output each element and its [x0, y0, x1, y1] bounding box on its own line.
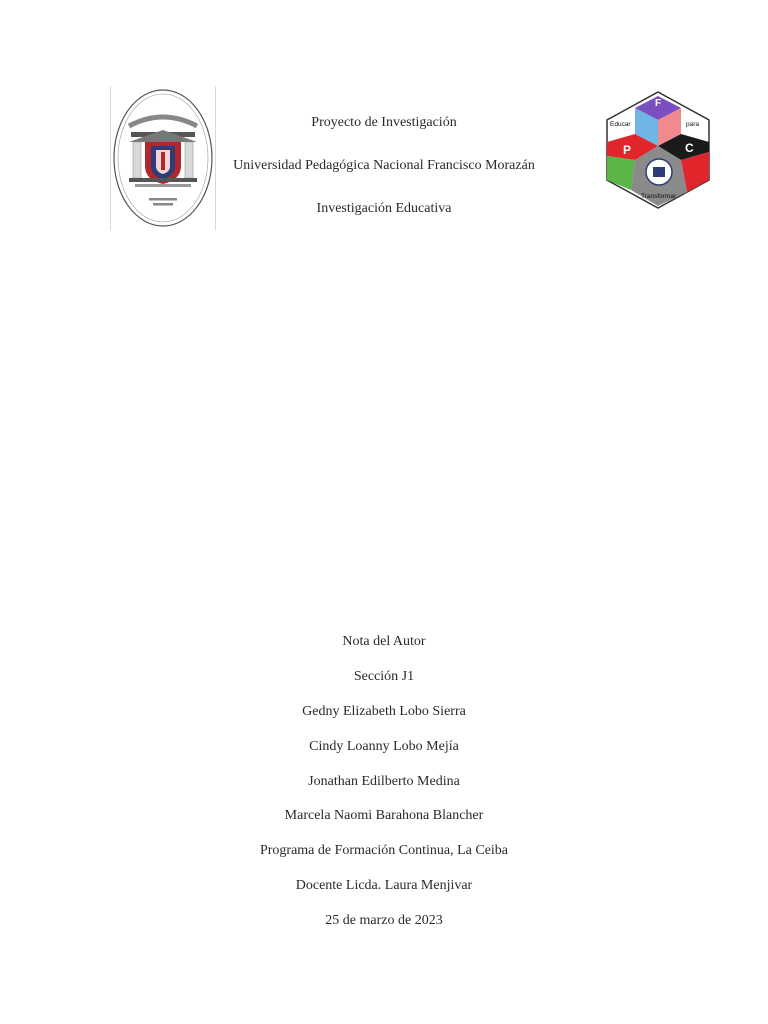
course-name: Investigación Educativa [316, 201, 452, 216]
teacher-name: Docente Licda. Laura Menjivar [295, 878, 473, 893]
author-note-title: Nota del Autor [342, 634, 426, 649]
author-name: Cindy Loanny Lobo Mejía [309, 739, 459, 754]
author-name: Jonathan Edilberto Medina [308, 774, 460, 789]
hexagon-letter-c: C [685, 141, 694, 155]
hexagon-letter-p: P [623, 143, 632, 157]
section: Sección J1 [353, 669, 415, 684]
hexagon-letter-f: F [655, 98, 662, 109]
hexagon-word-para: para [686, 121, 700, 128]
hexagon-program-logo-icon [603, 90, 713, 210]
hexagon-word-educar: Educar [610, 121, 631, 128]
author-name: Gedny Elizabeth Lobo Sierra [302, 704, 466, 719]
author-name: Marcela Naomi Barahona Blancher [284, 808, 484, 823]
university-name: Universidad Pedagógica Nacional Francisco Morazán [233, 158, 535, 173]
hexagon-word-transformar: Transformar [641, 193, 677, 200]
document-date: 25 de marzo de 2023 [325, 913, 443, 928]
program-name: Programa de Formación Continua, La Ceiba [259, 843, 509, 858]
project-type: Proyecto de Investigación [311, 115, 457, 130]
